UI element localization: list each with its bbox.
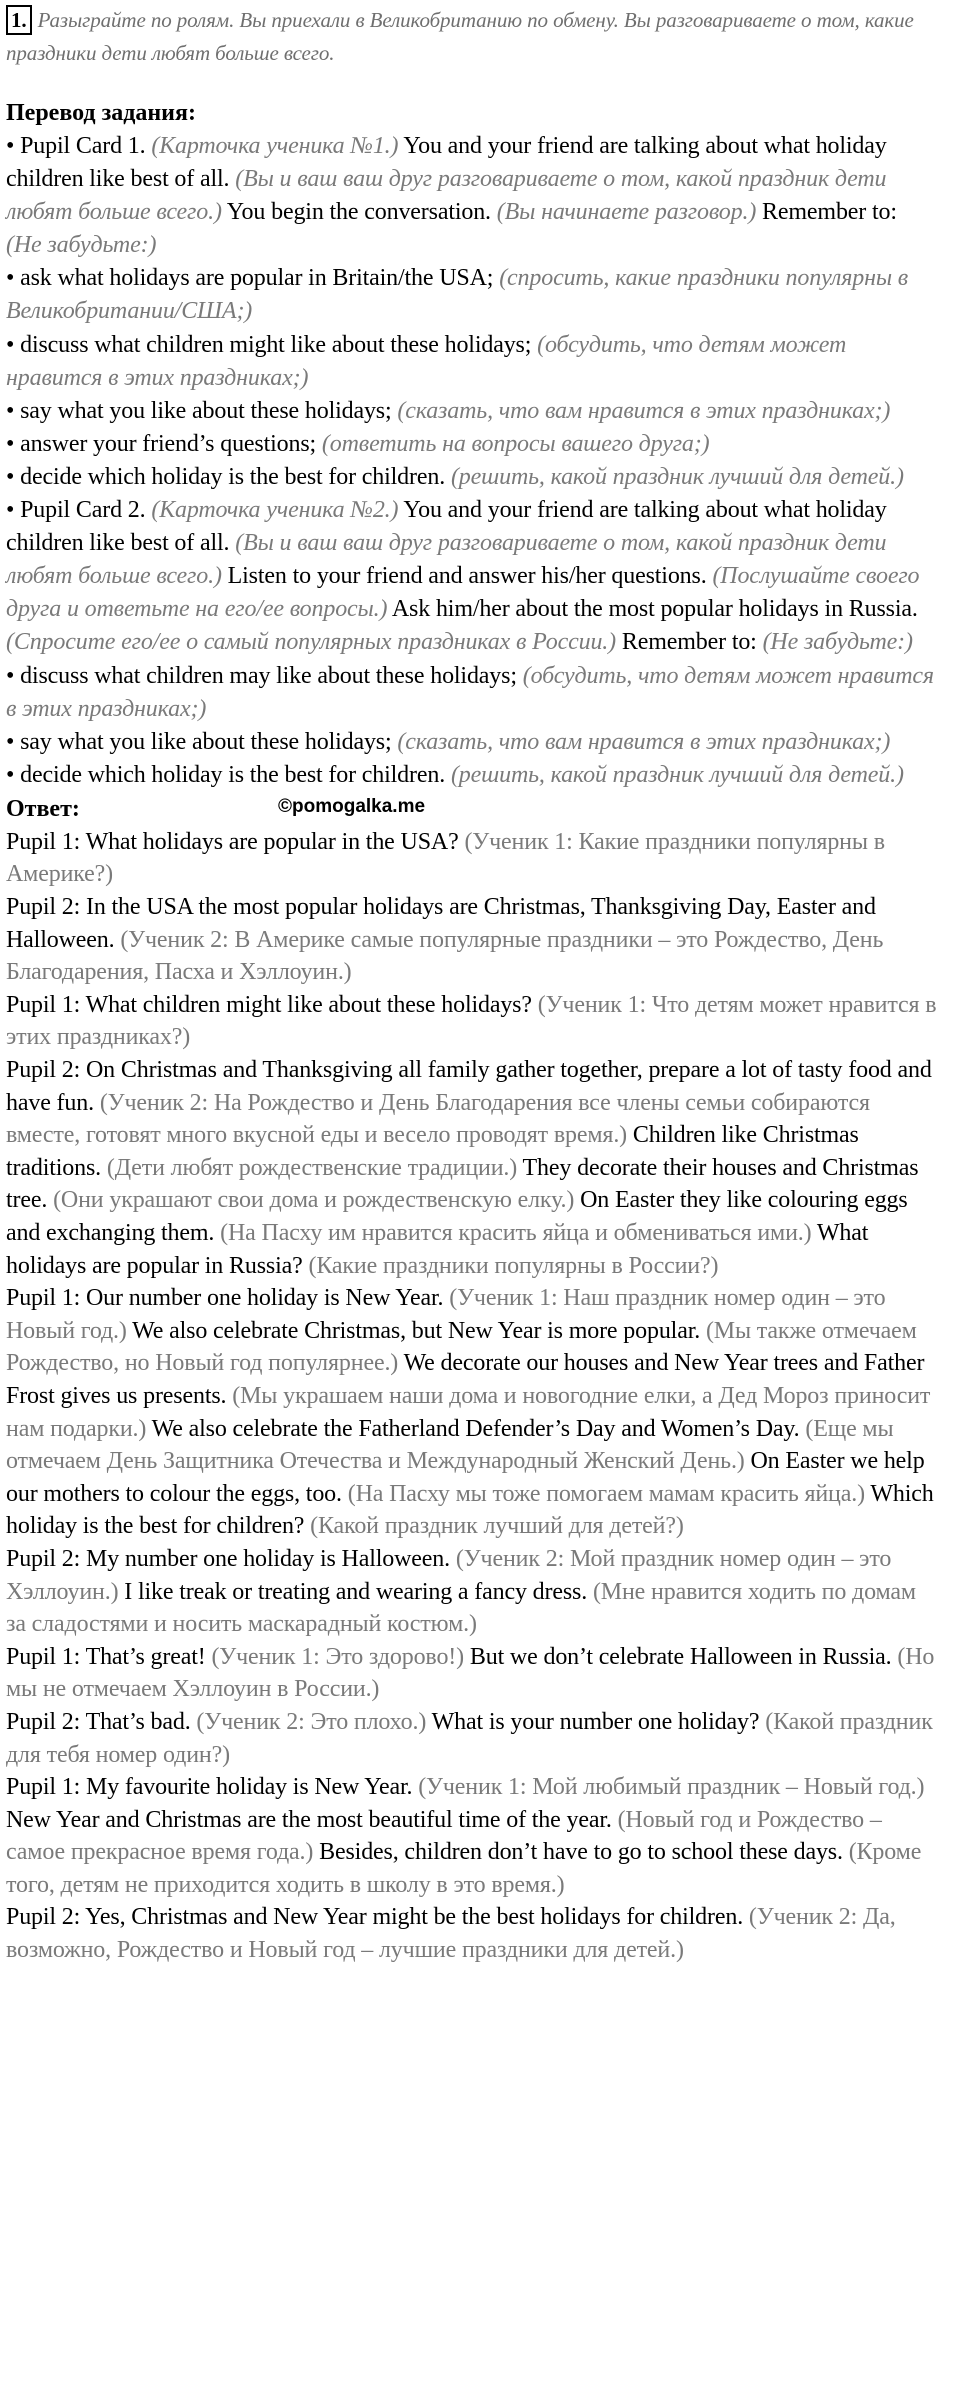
english-text: Pupil 2: In the USA the most popular holidays are Christmas, Thanksgiving Day, Easter and Halloween. <box>6 894 876 953</box>
dialogue-turn <box>6 1543 938 1641</box>
english-text: Which holiday is the best for children? <box>6 1480 934 1540</box>
russian-translation: (Еще мы отмечаем День Защитника Отечества и Международный Женский День.) <box>6 1415 894 1475</box>
list-item <box>6 395 938 428</box>
russian-translation: (Ученик 1: Какие праздники популярны в Америке?) <box>6 828 885 888</box>
russian-translation: (Они украшают свои дома и рождественскую елку.) <box>53 1187 575 1214</box>
english-text: Pupil 1: What children might like about these holidays? <box>6 991 532 1018</box>
english-text: You and your friend are talking about what holiday children like best of all. <box>6 133 887 193</box>
dialogue-turn <box>6 1771 938 1901</box>
russian-translation: (На Пасху им нравится красить яйца и обмениваться ими.) <box>220 1220 812 1246</box>
card2-intro <box>6 494 938 659</box>
russian-translation: (ответить на вопросы вашего друга;) <box>321 430 710 457</box>
russian-translation: (Вы начинаете разговор.) <box>496 199 757 226</box>
english-text: • answer your friend’s questions; <box>6 430 317 457</box>
dialogue-turn <box>6 1054 938 1282</box>
english-text: Listen to your friend and answer his/her questions. <box>227 563 707 590</box>
english-text: On Easter we help our mothers to colour the eggs, too. <box>6 1448 925 1507</box>
russian-translation: (Ученик 2: Да, возможно, Рождество и Новый год – лучшие праздники для детей.) <box>6 1904 896 1964</box>
russian-translation: (обсудить, что детям может нравится в этих праздниках;) <box>6 331 847 391</box>
russian-translation: (Не забудьте:) <box>6 232 157 259</box>
russian-translation: (Ученик 2: На Рождество и День Благодарения все члены семьи собираются вместе, готовят много вкусной еды и весело проводят время.) <box>6 1089 870 1149</box>
english-text: I like treak or treating and wearing a fancy dress. <box>124 1578 588 1605</box>
english-text: Remember to: <box>621 629 757 656</box>
english-text: • ask what holidays are popular in Britain/the USA; <box>6 265 494 292</box>
answer-header <box>6 792 938 826</box>
english-text: • say what you like about these holidays; <box>6 397 392 424</box>
russian-translation: (Ученик 1: Это здорово!) <box>211 1643 464 1670</box>
english-text: • Pupil Card 1. <box>6 133 146 159</box>
english-text: • Pupil Card 2. <box>6 497 146 524</box>
card1-intro <box>6 130 938 262</box>
list-item <box>6 329 938 395</box>
russian-translation: (Карточка ученика №2.) <box>151 497 399 524</box>
english-text: We decorate our houses and New Year trees and Father Frost gives us presents. <box>6 1350 925 1409</box>
russian-translation: (Дети любят рождественские традиции.) <box>106 1154 518 1181</box>
english-text: Pupil 1: What holidays are popular in the USA? <box>6 828 459 855</box>
english-text: • say what you like about these holidays; <box>6 728 392 755</box>
russian-translation: (Какой праздник лучший для детей?) <box>310 1513 684 1540</box>
english-text: Pupil 1: My favourite holiday is New Year. <box>6 1774 413 1801</box>
english-text: • decide which holiday is the best for children. <box>6 463 446 490</box>
watermark: ©pomogalka.me <box>278 795 426 817</box>
english-text: Besides, children don’t have to go to school these days. <box>319 1839 843 1866</box>
english-text: • discuss what children may like about these holidays; <box>6 662 517 689</box>
task-instruction-text: Разыграйте по ролям. Вы приехали в Великобританию по обмену. Вы разговариваете о том, какие праздники дети любят больше всего. <box>6 8 914 65</box>
dialogue-turn <box>6 826 938 891</box>
russian-translation: (сказать, что вам нравится в этих праздниках;) <box>397 397 891 424</box>
russian-translation: (Вы и ваш ваш друг разговариваете о том, какой праздник дети любят больше всего.) <box>6 530 887 590</box>
english-text: What holidays are popular in Russia? <box>6 1220 869 1279</box>
russian-translation: (Но мы не отмечаем Хэллоуин в России.) <box>6 1643 935 1703</box>
english-text: We also celebrate Christmas, but New Year is more popular. <box>132 1317 701 1344</box>
english-text: Ask him/her about the most popular holidays in Russia. <box>391 596 918 623</box>
list-item <box>6 759 938 792</box>
translation-title: Перевод задания: <box>6 100 196 126</box>
russian-translation: (решить, какой праздник лучший для детей.) <box>450 463 904 490</box>
english-text: They decorate their houses and Christmas tree. <box>6 1154 919 1214</box>
dialogue-turn <box>6 1641 938 1706</box>
task-instruction <box>6 4 938 70</box>
russian-translation: (Ученик 2: Это плохо.) <box>196 1708 427 1735</box>
english-text: You begin the conversation. <box>226 199 491 226</box>
russian-translation: (Ученик 2: Мой праздник номер один – это Хэллоуин.) <box>6 1545 892 1605</box>
english-text: Pupil 2: My number one holiday is Halloween. <box>6 1545 451 1572</box>
russian-translation: (Вы и ваш ваш друг разговариваете о том, какой праздник дети любят больше всего.) <box>6 166 887 226</box>
russian-translation: (решить, какой праздник лучший для детей.) <box>450 761 904 788</box>
russian-translation: (Мы также отмечаем Рождество, но Новый год популярнее.) <box>6 1317 917 1377</box>
english-text: You and your friend are talking about what holiday children like best of all. <box>6 497 887 557</box>
english-text: But we don’t celebrate Halloween in Russia. <box>469 1643 892 1670</box>
dialogue-turn <box>6 1901 938 1966</box>
english-text: Pupil 2: On Christmas and Thanksgiving all family gather together, prepare a lot of tasty food and have fun. <box>6 1057 932 1116</box>
russian-translation: (Кроме того, детям не приходится ходить в школу в это время.) <box>6 1839 922 1898</box>
list-item <box>6 461 938 494</box>
english-text: Pupil 2: That’s bad. <box>6 1708 191 1735</box>
russian-translation: (На Пасху мы тоже помогаем мамам красить яйца.) <box>347 1480 865 1507</box>
task-number: 1. <box>6 5 32 35</box>
list-item <box>6 660 938 726</box>
russian-translation: (Ученик 2: В Америке самые популярные праздники – это Рождество, День Благодарения, Пасха и Хэллоуин.) <box>6 926 884 986</box>
english-text: We also celebrate the Fatherland Defender’s Day and Women’s Day. <box>151 1415 800 1442</box>
russian-translation: (Мы украшаем наши дома и новогодние елки, а Дед Мороз приносит нам подарки.) <box>6 1382 931 1442</box>
dialogue-turn <box>6 989 938 1054</box>
russian-translation: (Не забудьте:) <box>762 629 913 656</box>
russian-translation: (Карточка ученика №1.) <box>151 133 399 159</box>
russian-translation: (Какие праздники популярны в России?) <box>308 1252 719 1279</box>
list-item <box>6 262 938 328</box>
russian-translation: (обсудить, что детям может нравится в этих праздниках;) <box>6 662 934 722</box>
list-item <box>6 726 938 759</box>
english-text: Pupil 1: Our number one holiday is New Year. <box>6 1285 444 1312</box>
english-text: Pupil 1: That’s great! <box>6 1643 206 1670</box>
dialogue-turn <box>6 1282 938 1543</box>
english-text: New Year and Christmas are the most beautiful time of the year. <box>6 1806 612 1833</box>
russian-translation: (спросить, какие праздники популярны в Великобритании/США;) <box>6 265 909 325</box>
answer-title: Ответ: <box>6 795 80 822</box>
english-text: • decide which holiday is the best for children. <box>6 761 446 788</box>
russian-translation: (сказать, что вам нравится в этих праздниках;) <box>397 728 891 755</box>
card1-items <box>6 262 938 494</box>
russian-translation: (Какой праздник для тебя номер один?) <box>6 1708 933 1768</box>
russian-translation: (Мне нравится ходить по домам за сладостями и носить маскарадный костюм.) <box>6 1578 916 1638</box>
english-text: What is your number one holiday? <box>431 1708 760 1735</box>
list-item <box>6 428 938 461</box>
russian-translation: (Новый год и Рождество – самое прекрасное время года.) <box>6 1806 882 1866</box>
english-text: Remember to: <box>762 199 897 226</box>
english-text: Children like Christmas traditions. <box>6 1122 859 1181</box>
english-text: On Easter they like colouring eggs and exchanging them. <box>6 1187 908 1246</box>
dialogue-turn <box>6 891 938 989</box>
russian-translation: (Ученик 1: Мой любимый праздник – Новый год.) <box>418 1774 925 1801</box>
russian-translation: (Послушайте своего друга и ответьте на его/ее вопросы.) <box>6 563 920 623</box>
russian-translation: (Ученик 1: Что детям может нравится в этих праздниках?) <box>6 991 937 1051</box>
english-text: Pupil 2: Yes, Christmas and New Year might be the best holidays for children. <box>6 1904 744 1931</box>
dialogue <box>6 826 938 1967</box>
russian-translation: (Ученик 1: Наш праздник номер один – это Новый год.) <box>6 1285 886 1344</box>
dialogue-turn <box>6 1706 938 1771</box>
card2-items <box>6 660 938 792</box>
english-text: • discuss what children might like about these holidays; <box>6 331 532 358</box>
russian-translation: (Спросите его/ее о самый популярных праздниках в России.) <box>6 629 617 656</box>
